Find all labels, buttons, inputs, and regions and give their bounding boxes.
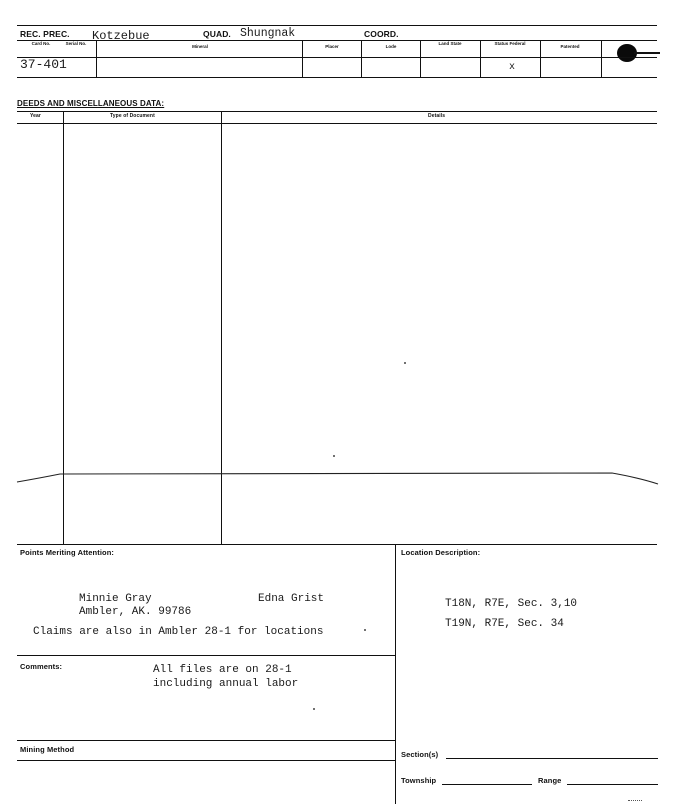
rec-prec-label: REC. PREC. — [20, 29, 70, 39]
township-blank — [442, 784, 532, 785]
quad-label: QUAD. — [203, 29, 231, 39]
mining-method-label: Mining Method — [20, 745, 75, 754]
range-label: Range — [538, 776, 562, 785]
col-status-federal: Status Federal — [494, 41, 526, 46]
speck — [404, 362, 406, 364]
coord-label: COORD. — [364, 29, 399, 39]
deeds-col-details: Details — [428, 113, 446, 119]
comments-bottom-rule — [17, 740, 395, 741]
township-label: Township — [401, 776, 437, 785]
column-header-rule — [17, 57, 657, 58]
points-name2: Edna Grist — [258, 593, 325, 605]
divider-patented — [540, 40, 541, 78]
col-lode: Lode — [385, 44, 397, 49]
col-card-no: Card No. — [31, 41, 51, 46]
header-rule — [17, 40, 657, 41]
points-name1: Minnie Gray — [79, 593, 152, 605]
fold-line — [0, 462, 678, 492]
comments-line2: including annual labor — [153, 678, 299, 690]
points-bottom-rule — [17, 655, 395, 656]
range-blank — [567, 784, 658, 785]
col-patented: Patented — [560, 44, 580, 49]
deeds-title: DEEDS AND MISCELLANEOUS DATA: — [17, 99, 165, 108]
divider-land — [420, 40, 421, 78]
col-land-state: Land State — [438, 41, 462, 46]
location-line1: T18N, R7E, Sec. 3,10 — [445, 598, 578, 610]
points-label: Points Meriting Attention: — [20, 548, 114, 557]
mining-method-rule — [17, 760, 395, 761]
section-label: Section(s) — [401, 750, 439, 759]
speck — [628, 800, 642, 802]
speck — [333, 455, 335, 457]
deeds-col-year: Year — [30, 113, 41, 119]
location-line2: T19N, R7E, Sec. 34 — [445, 618, 564, 630]
divider-last — [601, 40, 602, 78]
points-address1: Ambler, AK. 99786 — [79, 606, 192, 618]
speck — [364, 629, 366, 631]
comments-line1: All files are on 28-1 — [153, 664, 292, 676]
location-divider — [395, 544, 396, 804]
status-federal-mark: x — [509, 62, 516, 73]
arrow-mark — [634, 52, 660, 54]
points-note: Claims are also in Ambler 28-1 for locations — [33, 626, 324, 638]
location-label: Location Description: — [401, 548, 481, 557]
divider-placer — [302, 40, 303, 78]
speck — [313, 708, 315, 710]
card-serial-value: 37-401 — [20, 57, 67, 72]
divider-serial — [96, 40, 97, 78]
comments-label: Comments: — [20, 662, 63, 671]
deeds-header-rule — [17, 123, 657, 124]
deeds-top-rule — [17, 111, 657, 112]
col-mineral: Mineral — [192, 44, 208, 49]
rec-prec-value: Kotzebue — [92, 29, 150, 43]
data-row-rule — [17, 77, 657, 78]
deeds-bottom-rule — [17, 544, 657, 545]
divider-status — [480, 40, 481, 78]
col-placer: Placer — [325, 44, 339, 49]
divider-lode — [361, 40, 362, 78]
deeds-col-type: Type of Document — [110, 113, 155, 119]
top-rule — [17, 25, 657, 26]
col-serial-no: Serial No. — [65, 41, 87, 46]
quad-value: Shungnak — [240, 27, 296, 40]
section-blank — [446, 758, 658, 759]
